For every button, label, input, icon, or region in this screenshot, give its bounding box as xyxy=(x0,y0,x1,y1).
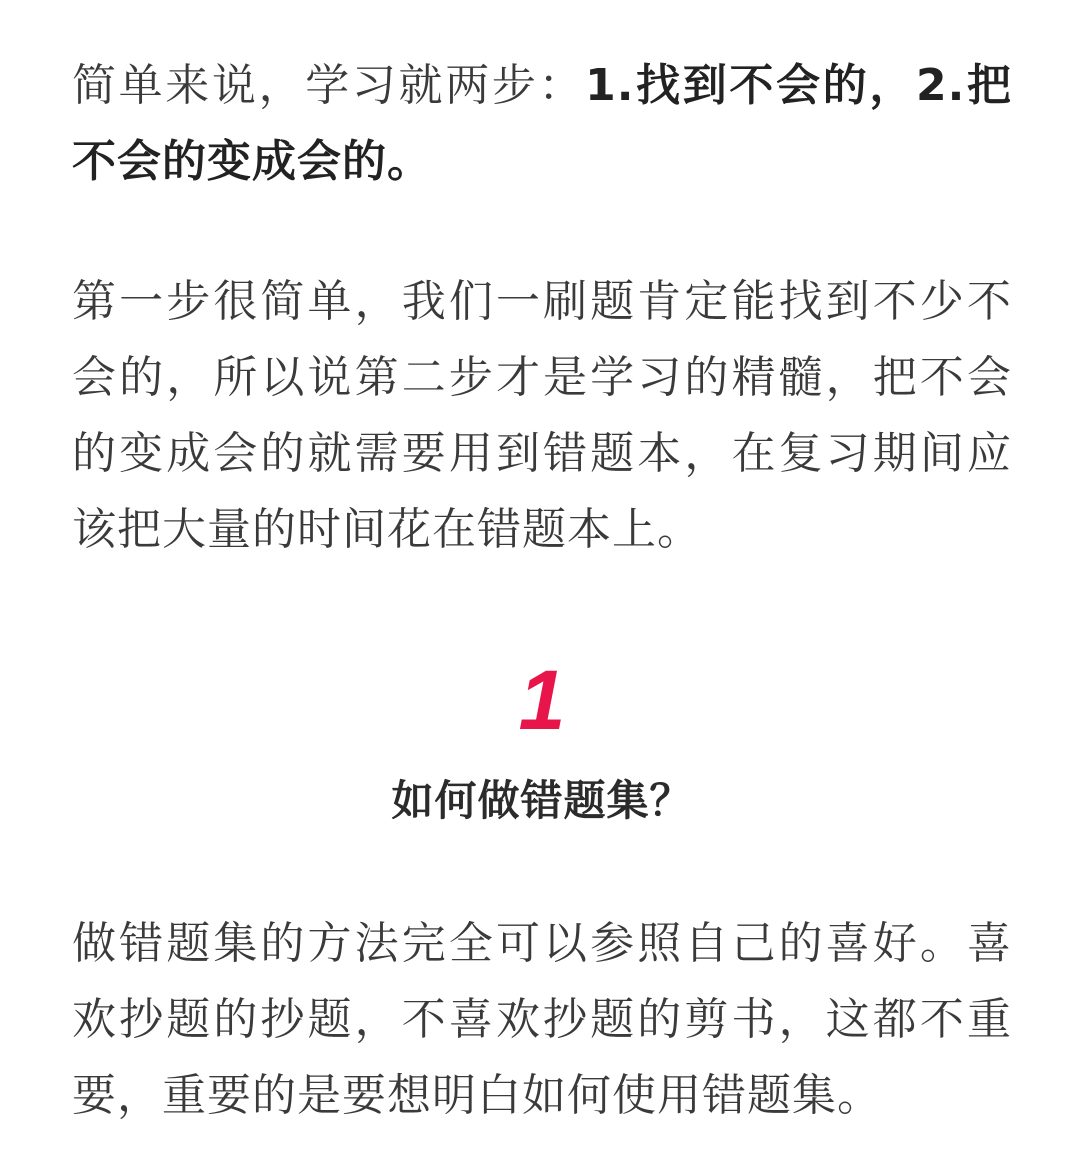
method-paragraph: 做错题集的方法完全可以参照自己的喜好。喜欢抄题的抄题，不喜欢抄题的剪书，这都不重要，重要的是要想明白如何使用错题集。 xyxy=(72,918,1012,1121)
intro-bold-text: 1.找到不会的，2.把不会的变成会的。 xyxy=(72,60,1012,187)
section-title: 如何做错题集？ xyxy=(391,776,693,825)
section-number: 1 xyxy=(518,653,566,747)
intro-plain-text: 简单来说，学习就两步： xyxy=(72,60,586,111)
step-paragraph: 第一步很简单，我们一刷题肯定能找到不少不会的，所以说第二步才是学习的精髓，把不会的变成会的就需要用到错题本，在复习期间应该把大量的时间花在错题本上。 xyxy=(72,276,1012,555)
intro-paragraph xyxy=(72,48,1012,200)
